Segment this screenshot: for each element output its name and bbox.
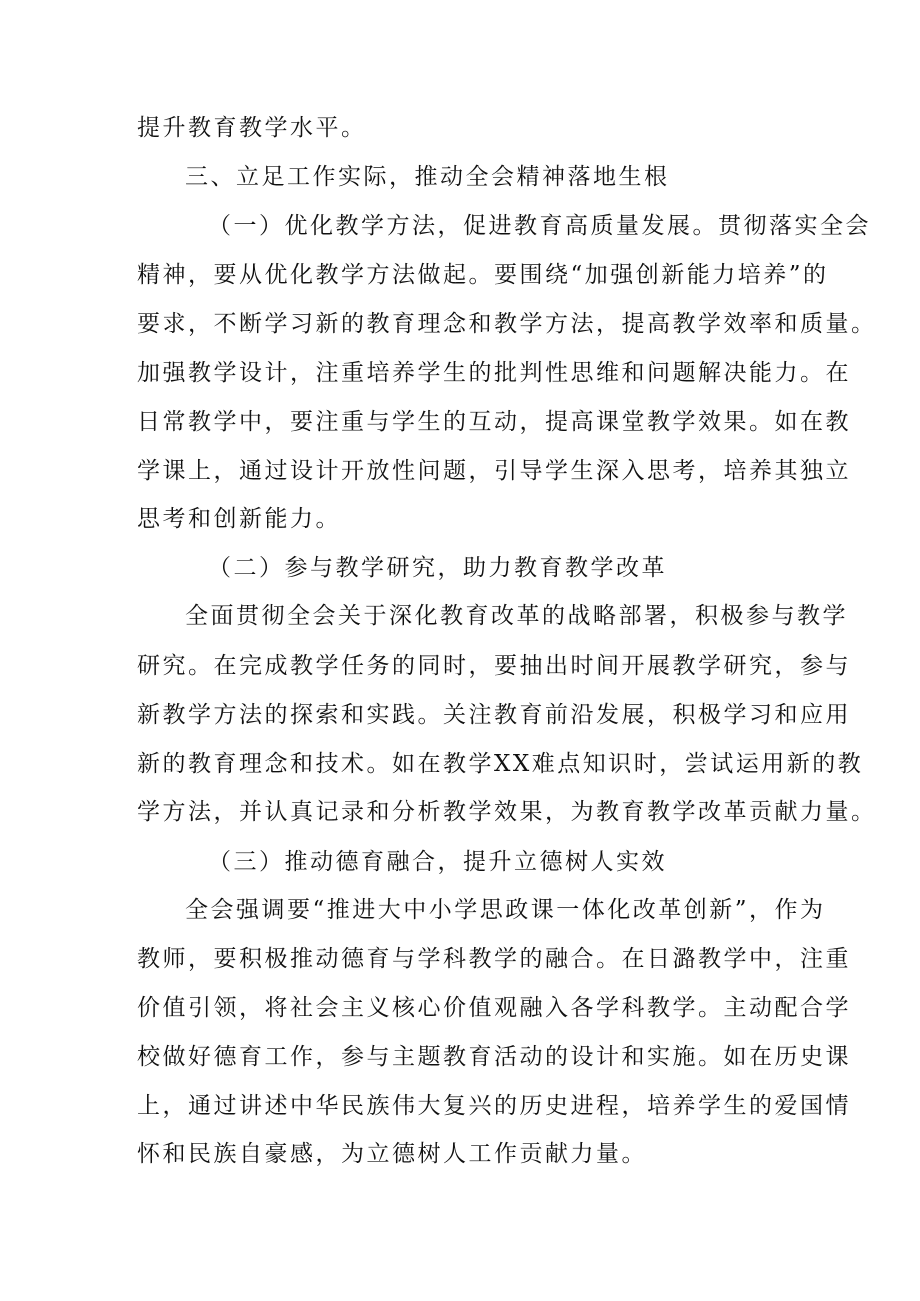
subsection-heading-2: （二）参与教学研究，助力教育教学改革 xyxy=(208,555,667,581)
paragraph-line: 校做好德育工作，参与主题教育活动的设计和实施。如在历史课 xyxy=(137,1044,851,1070)
paragraph-line: 新的教育理念和技术。如在教学XX难点知识时，尝试运用新的教 xyxy=(137,751,864,777)
paragraph-line: 上，通过讲述中华民族伟大复兴的历史进程，培养学生的爱国情 xyxy=(137,1093,851,1119)
subsection-heading-1: （一）优化教学方法，促进教育高质量发展。贯彻落实全会 xyxy=(208,213,871,239)
paragraph-line: 新教学方法的探索和实践。关注教育前沿发展，积极学习和应用 xyxy=(137,702,851,728)
paragraph-line: 全会强调要“推进大中小学思政课一体化改革创新”，作为 xyxy=(185,897,826,923)
paragraph-line: 怀和民族自豪感，为立德树人工作贡献力量。 xyxy=(137,1141,647,1167)
subsection-heading-3: （三）推动德育融合，提升立德树人实效 xyxy=(208,849,667,875)
paragraph-line: 思考和创新能力。 xyxy=(137,506,341,532)
paragraph-line: 研究。在完成教学任务的同时，要抽出时间开展教学研究，参与 xyxy=(137,653,851,679)
paragraph-line: 日常教学中，要注重与学生的互动，提高课堂教学效果。如在教 xyxy=(137,409,851,435)
paragraph-line: 精神，要从优化教学方法做起。要围绕“加强创新能力培养”的 xyxy=(137,262,829,288)
paragraph-line: 要求，不断学习新的教育理念和教学方法，提高教学效率和质量。 xyxy=(137,311,877,337)
paragraph-line: 价值引领，将社会主义核心价值观融入各学科教学。主动配合学 xyxy=(137,995,851,1021)
paragraph-line: 学方法，并认真记录和分析教学效果，为教育教学改革贡献力量。 xyxy=(137,799,877,825)
paragraph-line: 加强教学设计，注重培养学生的批判性思维和问题解决能力。在 xyxy=(137,360,851,386)
section-heading-3: 三、立足工作实际，推动全会精神落地生根 xyxy=(185,164,670,190)
paragraph-line: 提升教育教学水平。 xyxy=(137,115,367,141)
paragraph-line: 全面贯彻全会关于深化教育改革的战略部署，积极参与教学 xyxy=(185,603,848,629)
paragraph-line: 学课上，通过设计开放性问题，引导学生深入思考，培养其独立 xyxy=(137,458,851,484)
paragraph-line: 教师，要积极推动德育与学科教学的融合。在日潞教学中，注重 xyxy=(137,946,851,972)
